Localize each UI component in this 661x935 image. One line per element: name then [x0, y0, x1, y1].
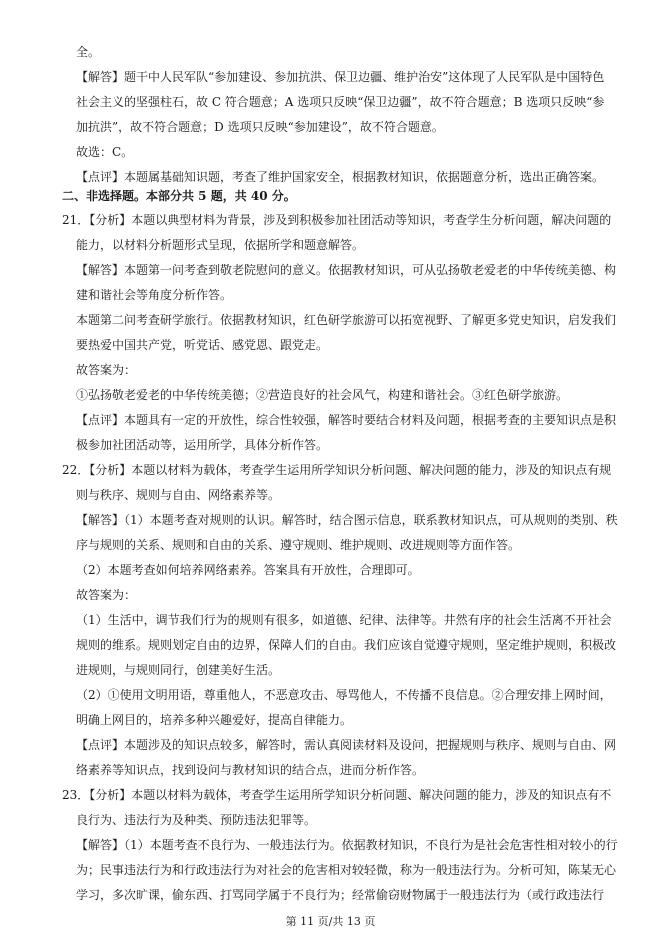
- text-line: （2）①使用文明用语，尊重他人，不恶意攻击、辱骂他人，不传播不良信息。②合理安排上网时间，: [76, 688, 612, 702]
- text-line: 【解答】本题第一问考查到敬老院慰问的意义。依据教材知识，可从弘扬敬老爱老的中华传统美德、构: [76, 263, 617, 277]
- text-line: （1）生活中，调节我们行为的规则有很多，如道德、纪律、法律等。井然有序的社会生活离不开社会: [76, 613, 612, 627]
- text-line: ①弘扬敬老爱老的中华传统美德；②营造良好的社会风气，构建和谐社会。③红色研学旅游。: [76, 388, 569, 402]
- text-line: 极参加社团活动等，运用所学，具体分析作答。: [76, 438, 329, 452]
- text-line: 故答案为：: [76, 588, 137, 602]
- page-number: 第 11 页/共 13 页: [285, 915, 376, 928]
- text-line: 【解答】题干中人民军队“参加建设、参加抗洪、保卫边疆、维护治安”这体现了人民军队是中国特色: [76, 70, 605, 84]
- text-line: 要热爱中国共产党，听党话、感党恩、跟党走。: [76, 338, 329, 352]
- question-23-line: 23．【分析】本题以材料为载体，考查学生运用所学知识分析问题、解决问题的能力，涉及的知识点有不: [62, 788, 612, 802]
- text-line: 加抗洪”，故不符合题意；D 选项只反映“参加建设”，故不符合题意。: [76, 120, 444, 134]
- text-line: 全。: [76, 45, 101, 59]
- text-line: （2）本题考查如何培养网络素养。答案具有开放性，合理即可。: [76, 563, 420, 577]
- text-line: 【点评】本题涉及的知识点较多，解答时，需认真阅读材料及设问，把握规则与秩序、规则与自由、网: [76, 738, 617, 752]
- text-line: 能力，以材料分析题形式呈现，依据所学和题意解答。: [76, 238, 365, 252]
- text-line: 本题第二问考查研学旅行。依据教材知识，红色研学旅游可以拓宽视野、了解更多党史知识，启发我们: [76, 313, 617, 327]
- text-line: 【解答】（1）本题考查不良行为、一般违法行为。依据教材知识，不良行为是社会危害性相对较小的行: [76, 838, 618, 852]
- text-line: 序与规则的关系、规则和自由的关系、遵守规则、维护规则、改进规则等方面作答。: [76, 538, 521, 552]
- question-21-line: 21．【分析】本题以典型材料为背景，涉及到积极参加社团活动等知识，考查学生分析问题，解决问题的: [62, 213, 612, 227]
- text-line: 规则的维系。规则划定自由的边界，保障人们的自由。我们应该自觉遵守规则，坚定维护规则，积极改: [76, 638, 617, 652]
- text-line: 故答案为：: [76, 363, 137, 377]
- text-line: 建和谐社会等角度分析作答。: [76, 288, 233, 302]
- section-heading: 二、非选择题。本部分共 5 题，共 40 分。: [62, 189, 296, 203]
- text-line: 故选：C。: [76, 145, 134, 159]
- text-line: 【点评】本题具有一定的开放性，综合性较强，解答时要结合材料及问题，根据考查的主要知识点是积: [76, 413, 617, 427]
- text-line: 良行为、违法行为及种类、预防违法犯罪等。: [76, 813, 317, 827]
- text-line: 【解答】（1）本题考查对规则的认识。解答时，结合图示信息，联系教材知识点，可从规则的类别、秩: [76, 513, 618, 527]
- text-line: 明确上网目的，培养多种兴趣爱好，提高自律能力。: [76, 713, 353, 727]
- text-line: 【点评】本题属基础知识题，考查了维护国家安全，根据教材知识，依据题意分析，选出正确答案。: [76, 170, 605, 184]
- question-22-line: 22．【分析】本题以材料为载体，考查学生运用所学知识分析问题、解决问题的能力，涉及的知识点有规: [62, 463, 612, 477]
- text-line: 为；民事违法行为和行政违法行为对社会的危害相对较轻微，称为一般违法行为。分析可知，陈某无心: [76, 863, 617, 877]
- text-line: 络素养等知识点，找到设问与教材知识的结合点，进而分析作答。: [76, 763, 425, 777]
- text-line: 社会主义的坚强柱石，故 C 符合题意；A 选项只反映“保卫边疆”，故不符合题意；B 选项只反映“参: [76, 95, 605, 109]
- text-line: 学习，多次旷课，偷东西、打骂同学属于不良行为；经常偷窃财物属于一般违法行为（或行政违法行: [76, 888, 605, 902]
- text-line: 进规则，与规则同行，创建美好生活。: [76, 663, 281, 677]
- text-line: 则与秩序、规则与自由、网络素养等。: [76, 488, 281, 502]
